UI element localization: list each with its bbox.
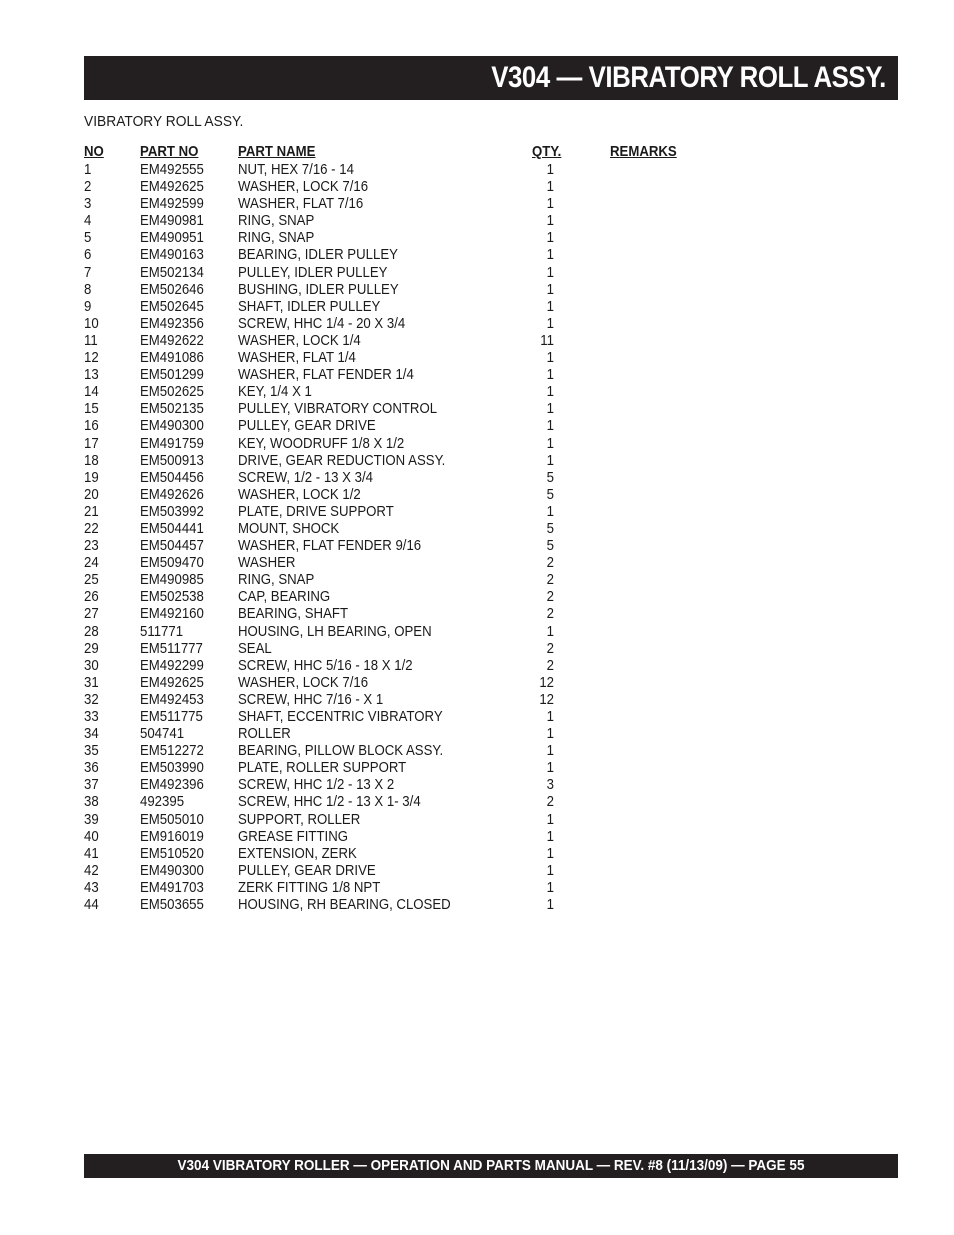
cell-part-name: SCREW, HHC 7/16 - X 1 (238, 690, 384, 708)
table-row (84, 229, 724, 246)
table-row (84, 503, 724, 520)
table-row (84, 349, 724, 366)
cell-no: 39 (84, 810, 99, 828)
cell-no: 28 (84, 622, 99, 640)
cell-part-no: EM491759 (140, 434, 204, 452)
cell-part-no: EM502538 (140, 588, 204, 606)
cell-qty: 12 (539, 690, 554, 708)
cell-part-name: KEY, WOODRUFF 1/8 X 1/2 (238, 434, 405, 452)
cell-no: 35 (84, 742, 99, 760)
cell-no: 43 (84, 878, 99, 896)
header-bar (84, 56, 898, 100)
cell-part-name: PLATE, ROLLER SUPPORT (238, 759, 407, 777)
cell-part-name: RING, SNAP (238, 571, 315, 589)
table-row (84, 879, 724, 896)
table-row (84, 178, 724, 195)
cell-no: 36 (84, 759, 99, 777)
cell-part-no: EM490981 (140, 212, 204, 230)
cell-part-name: BEARING, PILLOW BLOCK ASSY. (238, 742, 444, 760)
cell-qty: 1 (546, 708, 554, 725)
footer-text: V304 VIBRATORY ROLLER — OPERATION AND PARTS MANUAL — REV. #8 (11/13/09) — PAGE 55 (177, 1157, 805, 1174)
cell-part-name: ROLLER (238, 725, 291, 743)
cell-part-name: PULLEY, VIBRATORY CONTROL (238, 400, 438, 418)
table-row (84, 366, 724, 383)
table-row (84, 845, 724, 862)
cell-part-no: EM502645 (140, 297, 204, 315)
cell-no: 13 (84, 366, 99, 384)
cell-qty: 1 (546, 349, 554, 367)
cell-part-name: SCREW, HHC 5/16 - 18 X 1/2 (238, 656, 413, 674)
cell-no: 40 (84, 827, 99, 845)
cell-part-no: EM492453 (140, 690, 204, 708)
cell-part-no: EM502135 (140, 400, 204, 418)
cell-no: 44 (84, 896, 99, 914)
cell-no: 11 (84, 331, 98, 349)
column-header-remarks: REMARKS (610, 143, 677, 160)
cell-part-name: MOUNT, SHOCK (238, 519, 340, 537)
cell-part-no: EM491703 (140, 878, 204, 896)
cell-part-no: EM511775 (140, 708, 203, 725)
cell-part-name: NUT, HEX 7/16 - 14 (238, 161, 354, 178)
cell-part-no: EM490163 (140, 246, 204, 264)
cell-part-name: BUSHING, IDLER PULLEY (238, 280, 399, 298)
cell-part-no: EM503655 (140, 896, 204, 914)
cell-qty: 1 (546, 451, 554, 469)
cell-part-no: EM502134 (140, 263, 204, 281)
cell-part-name: SHAFT, ECCENTRIC VIBRATORY (238, 708, 443, 725)
table-row (84, 554, 724, 571)
cell-qty: 1 (546, 434, 554, 452)
cell-no: 42 (84, 861, 99, 879)
cell-no: 20 (84, 485, 99, 503)
cell-qty: 5 (546, 485, 554, 503)
cell-part-no: EM492299 (140, 656, 204, 674)
table-row (84, 281, 724, 298)
table-row (84, 776, 724, 793)
cell-part-name: PULLEY, IDLER PULLEY (238, 263, 388, 281)
cell-no: 33 (84, 708, 99, 725)
cell-no: 41 (84, 844, 99, 862)
cell-part-name: HOUSING, RH BEARING, CLOSED (238, 896, 451, 914)
cell-part-name: WASHER (238, 554, 296, 572)
table-header-row (84, 142, 724, 161)
cell-part-no: EM492160 (140, 605, 204, 623)
cell-no: 21 (84, 502, 99, 520)
cell-qty: 3 (546, 776, 554, 794)
cell-part-no: EM512272 (140, 742, 204, 760)
cell-qty: 1 (546, 844, 554, 862)
table-row (84, 212, 724, 229)
table-row (84, 742, 724, 759)
table-row (84, 537, 724, 554)
cell-no: 3 (84, 195, 92, 213)
cell-qty: 2 (546, 793, 554, 811)
cell-part-name: EXTENSION, ZERK (238, 844, 357, 862)
table-row (84, 811, 724, 828)
table-row (84, 725, 724, 742)
footer-bar (84, 1154, 898, 1178)
table-row (84, 417, 724, 434)
cell-part-name: RING, SNAP (238, 229, 315, 247)
cell-qty: 2 (546, 588, 554, 606)
cell-no: 30 (84, 656, 99, 674)
cell-part-no: 492395 (140, 793, 185, 811)
table-row (84, 623, 724, 640)
table-row (84, 400, 724, 417)
cell-qty: 1 (546, 861, 554, 879)
table-row (84, 896, 724, 913)
cell-part-no: EM492625 (140, 673, 204, 691)
cell-qty: 1 (546, 195, 554, 213)
table-row (84, 332, 724, 349)
table-row (84, 588, 724, 605)
cell-part-name: SEAL (238, 639, 272, 657)
cell-part-name: DRIVE, GEAR REDUCTION ASSY. (238, 451, 446, 469)
cell-part-name: SCREW, HHC 1/4 - 20 X 3/4 (238, 314, 406, 332)
table-row (84, 674, 724, 691)
cell-no: 37 (84, 776, 99, 794)
cell-part-no: 504741 (140, 725, 185, 743)
cell-no: 16 (84, 417, 99, 435)
cell-part-name: WASHER, FLAT 1/4 (238, 349, 356, 367)
cell-part-name: HOUSING, LH BEARING, OPEN (238, 622, 432, 640)
cell-part-no: EM492396 (140, 776, 204, 794)
cell-qty: 1 (546, 502, 554, 520)
cell-no: 17 (84, 434, 99, 452)
cell-part-no: EM503992 (140, 502, 204, 520)
cell-part-name: SUPPORT, ROLLER (238, 810, 361, 828)
cell-part-no: EM492622 (140, 331, 204, 349)
cell-no: 38 (84, 793, 99, 811)
cell-qty: 1 (546, 400, 554, 418)
cell-no: 2 (84, 178, 92, 196)
cell-part-no: EM490985 (140, 571, 204, 589)
column-header-no: NO (84, 143, 104, 160)
table-row (84, 383, 724, 400)
table-row (84, 195, 724, 212)
cell-qty: 1 (546, 280, 554, 298)
cell-qty: 1 (546, 161, 554, 178)
cell-no: 23 (84, 537, 99, 555)
cell-no: 6 (84, 246, 92, 264)
cell-qty: 1 (546, 622, 554, 640)
cell-no: 31 (84, 673, 99, 691)
cell-qty: 2 (546, 656, 554, 674)
cell-part-no: EM916019 (140, 827, 204, 845)
table-row (84, 657, 724, 674)
cell-part-no: EM492599 (140, 195, 204, 213)
cell-part-no: EM501299 (140, 366, 204, 384)
table-body (84, 161, 724, 913)
cell-part-no: EM504456 (140, 468, 204, 486)
table-row (84, 708, 724, 725)
cell-no: 18 (84, 451, 99, 469)
cell-part-no: EM503990 (140, 759, 204, 777)
cell-part-no: EM502646 (140, 280, 204, 298)
cell-part-name: GREASE FITTING (238, 827, 349, 845)
table-row (84, 435, 724, 452)
cell-no: 24 (84, 554, 99, 572)
cell-no: 15 (84, 400, 99, 418)
cell-part-no: EM492625 (140, 178, 204, 196)
cell-qty: 5 (546, 519, 554, 537)
cell-qty: 5 (546, 468, 554, 486)
table-row (84, 828, 724, 845)
cell-qty: 1 (546, 742, 554, 760)
cell-no: 19 (84, 468, 99, 486)
cell-no: 26 (84, 588, 99, 606)
cell-qty: 1 (546, 366, 554, 384)
cell-no: 5 (84, 229, 92, 247)
cell-qty: 11 (540, 331, 554, 349)
table-row (84, 161, 724, 178)
cell-no: 12 (84, 349, 99, 367)
cell-qty: 1 (546, 417, 554, 435)
cell-part-name: WASHER, FLAT 7/16 (238, 195, 364, 213)
cell-qty: 2 (546, 554, 554, 572)
cell-qty: 1 (546, 725, 554, 743)
table-row (84, 691, 724, 708)
cell-no: 10 (84, 314, 99, 332)
cell-part-no: EM509470 (140, 554, 204, 572)
cell-qty: 2 (546, 571, 554, 589)
column-header-part-name: PART NAME (238, 143, 316, 160)
column-header-qty: QTY. (532, 143, 562, 160)
cell-no: 7 (84, 263, 92, 281)
cell-part-name: SCREW, 1/2 - 13 X 3/4 (238, 468, 373, 486)
table-row (84, 571, 724, 588)
table-row (84, 520, 724, 537)
cell-qty: 1 (546, 759, 554, 777)
cell-qty: 1 (546, 178, 554, 196)
parts-table (84, 142, 724, 913)
cell-part-no: EM492356 (140, 314, 204, 332)
table-row (84, 793, 724, 810)
cell-qty: 1 (546, 827, 554, 845)
cell-no: 22 (84, 519, 99, 537)
cell-qty: 1 (546, 246, 554, 264)
cell-qty: 1 (546, 878, 554, 896)
cell-qty: 1 (546, 229, 554, 247)
cell-part-no: EM504441 (140, 519, 204, 537)
cell-qty: 1 (546, 314, 554, 332)
cell-part-no: EM510520 (140, 844, 204, 862)
table-row (84, 605, 724, 622)
table-row (84, 264, 724, 281)
cell-qty: 1 (546, 212, 554, 230)
cell-part-no: EM500913 (140, 451, 204, 469)
cell-qty: 1 (546, 297, 554, 315)
cell-qty: 2 (546, 639, 554, 657)
cell-part-name: RING, SNAP (238, 212, 315, 230)
cell-no: 34 (84, 725, 99, 743)
cell-qty: 1 (546, 810, 554, 828)
cell-no: 8 (84, 280, 92, 298)
cell-part-no: EM492555 (140, 161, 204, 178)
cell-qty: 1 (546, 383, 554, 401)
cell-no: 4 (84, 212, 92, 230)
cell-no: 25 (84, 571, 99, 589)
cell-part-no: EM490951 (140, 229, 204, 247)
cell-part-no: EM502625 (140, 383, 204, 401)
cell-part-name: PULLEY, GEAR DRIVE (238, 417, 376, 435)
cell-part-name: BEARING, IDLER PULLEY (238, 246, 398, 264)
cell-no: 9 (84, 297, 92, 315)
cell-part-name: SCREW, HHC 1/2 - 13 X 1- 3/4 (238, 793, 421, 811)
cell-part-name: WASHER, LOCK 1/4 (238, 331, 361, 349)
table-row (84, 759, 724, 776)
table-row (84, 640, 724, 657)
cell-no: 14 (84, 383, 99, 401)
cell-part-name: WASHER, LOCK 7/16 (238, 178, 369, 196)
cell-part-name: WASHER, FLAT FENDER 9/16 (238, 537, 422, 555)
cell-part-name: WASHER, LOCK 1/2 (238, 485, 361, 503)
table-row (84, 452, 724, 469)
table-row (84, 469, 724, 486)
cell-part-no: EM490300 (140, 417, 204, 435)
cell-part-no: EM491086 (140, 349, 204, 367)
cell-qty: 12 (539, 673, 554, 691)
cell-part-no: 511771 (140, 622, 184, 640)
cell-part-name: ZERK FITTING 1/8 NPT (238, 878, 381, 896)
cell-qty: 1 (546, 896, 554, 914)
cell-part-name: PLATE, DRIVE SUPPORT (238, 502, 394, 520)
cell-part-no: EM504457 (140, 537, 204, 555)
cell-part-name: WASHER, FLAT FENDER 1/4 (238, 366, 414, 384)
cell-qty: 2 (546, 605, 554, 623)
cell-part-name: BEARING, SHAFT (238, 605, 349, 623)
cell-part-no: EM492626 (140, 485, 204, 503)
cell-qty: 1 (546, 263, 554, 281)
table-row (84, 486, 724, 503)
cell-no: 27 (84, 605, 99, 623)
table-row (84, 298, 724, 315)
table-row (84, 862, 724, 879)
column-header-part-no: PART NO (140, 143, 199, 160)
section-title: VIBRATORY ROLL ASSY. (84, 113, 244, 130)
cell-part-name: WASHER, LOCK 7/16 (238, 673, 369, 691)
cell-part-no: EM505010 (140, 810, 204, 828)
cell-part-name: PULLEY, GEAR DRIVE (238, 861, 376, 879)
cell-part-name: CAP, BEARING (238, 588, 331, 606)
cell-part-no: EM511777 (140, 639, 203, 657)
cell-part-name: SCREW, HHC 1/2 - 13 X 2 (238, 776, 395, 794)
cell-no: 1 (84, 161, 92, 178)
cell-qty: 5 (546, 537, 554, 555)
cell-no: 29 (84, 639, 99, 657)
cell-part-no: EM490300 (140, 861, 204, 879)
page-title: V304 — VIBRATORY ROLL ASSY. (491, 61, 886, 94)
cell-no: 32 (84, 690, 99, 708)
table-row (84, 246, 724, 263)
table-row (84, 315, 724, 332)
cell-part-name: SHAFT, IDLER PULLEY (238, 297, 381, 315)
cell-part-name: KEY, 1/4 X 1 (238, 383, 312, 401)
